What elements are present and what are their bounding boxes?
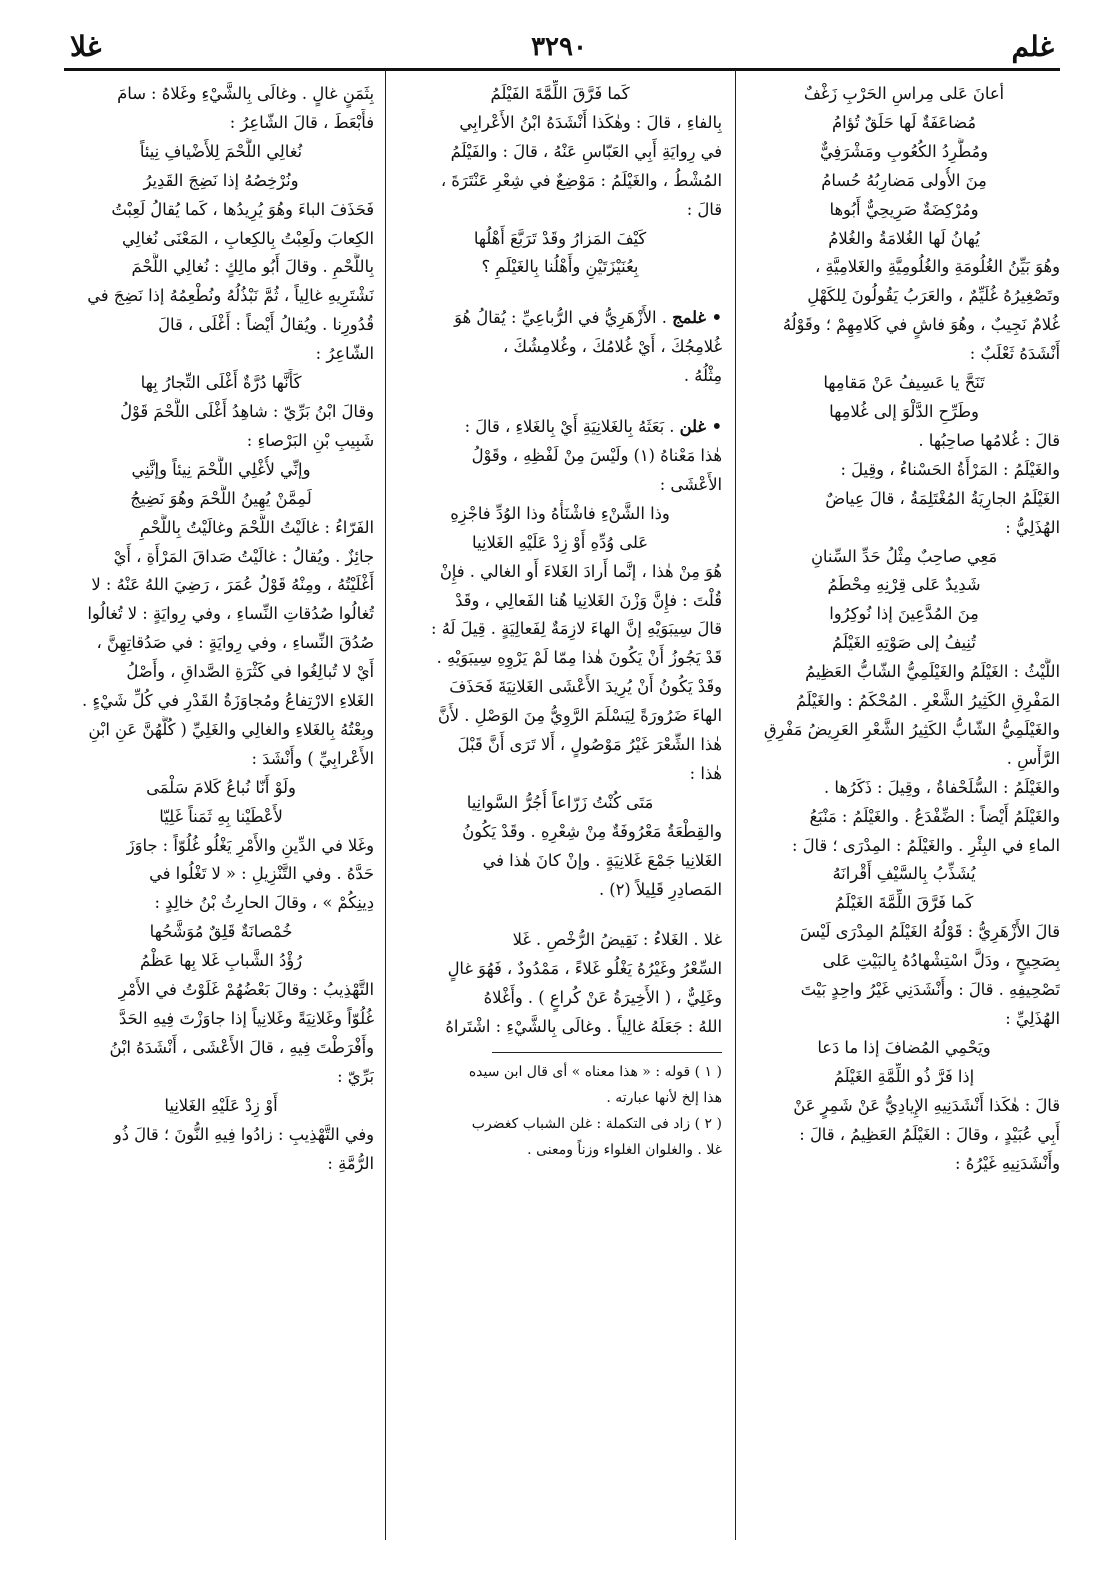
- text-line: يُشَذِّبُ بِالسَّيْفِ أَقْرانَهُ: [832, 864, 976, 884]
- text-line: عَلى وُدِّهِ أَوْ زِدْ عَلَيْهِ الغَلانِيا: [472, 532, 648, 552]
- text-line: والقِطْعَةُ مَعْرُوفَةٌ مِنْ شِعْرِهِ . وقَدْ يَكُونُ: [462, 821, 722, 841]
- text-line: هٰذا الشِّعْرَ غَيْرُ مَوْصُولٍ ، أَلا تَرَى أَنَّ قَبْلَ: [457, 735, 722, 755]
- text-line: اللَّيْثُ : الغَيْلَمُ والغَيْلَمِيُّ الشّابُّ العَظِيمُ: [805, 662, 1060, 682]
- left-column: [68, 80, 374, 1540]
- text-line: أَبِي عُبَيْدٍ ، وقالَ : الغَيْلَمُ العَظِيمُ ، قالَ :: [799, 1124, 1060, 1144]
- text-line: وهُوَ بَيِّنُ الغُلُومَةِ والغُلُومِيَّةِ والغَلامِيَّةِ ،: [814, 257, 1060, 277]
- text-line: وذا الشَّنْءِ فاشْنَأْهُ وذا الوُدِّ فاجْزِهِ: [450, 503, 670, 523]
- text-line: الهاءَ ضَرُورَةً لِيَسْلَمَ الرَّوِيُّ مِنَ الوَصْلِ . لأَنَّ: [437, 706, 722, 726]
- text-line: مِثْلُهُ .: [683, 366, 722, 386]
- text-line: وقَدْ يَكُونُ أَنْ يُرِيدَ الأَعْشَى الغَلانِيَةَ فَحَذَفَ: [449, 677, 722, 697]
- text-line: بِالفاءِ ، قالَ : وهٰكَذا أَنْشَدَهُ ابْنُ الأَعْرابِي: [459, 112, 722, 132]
- text-line: المُشْطُ ، والغَيْلَمُ : مَوْضِعٌ في شِعْرِ عَنْتَرَةَ ،: [440, 170, 722, 190]
- text-line: ومُرْكِضَةٌ صَرِيحِيٌّ أَبُوها: [829, 199, 979, 219]
- text-line: وفي التَّهْذِيبِ : زادُوا فِيهِ النُّونَ ؛ قالَ ذُو: [113, 1124, 374, 1144]
- text-line: غلا . الغَلاءُ : نَقِيضُ الرُّخْصِ . غَلا: [512, 930, 722, 950]
- text-line: أَوْ زِدْ عَلَيْهِ الغَلانِيا: [164, 1095, 278, 1115]
- text-line: بِصَحِيحٍ ، ودَلَّ اسْتِشْهادُهُ بِالبَيْتِ عَلى: [822, 951, 1060, 971]
- footnote-line: هذا إلخ لأنها عبارته .: [606, 1090, 722, 1107]
- text-line: المَصادِرِ قَلِيلاً (٢) .: [598, 879, 722, 899]
- text-line: وغَلِيٌّ ، ( الأَخِيرَةُ عَنْ كُراعٍ ) . وأَغْلاهُ: [483, 988, 722, 1008]
- footnote-line: ( ٢ ) زاد فى التكملة : غلن الشباب كغضرب: [471, 1116, 722, 1133]
- text-line: حَدَّهُ . وفي التَّنْزِيلِ : « لا تَغْلُوا في: [149, 864, 374, 884]
- text-line: كَيْفَ المَزارُ وقَدْ تَرَبَّعَ أَهْلُها: [473, 228, 647, 248]
- text-line: الأَعْرابِيِّ ) وأَنْشَدَ :: [251, 748, 374, 768]
- text-line: قالَ سِيبَوَيْهِ إنَّ الهاءَ لازِمَةٌ لِفَعالِيَةٍ . قِيلَ لَهُ :: [431, 619, 722, 639]
- text-line: مُضاعَفَةٌ لَها حَلَقٌ تُؤامُ: [831, 112, 976, 132]
- text-line: والغَيْلَمِيُّ الشّابُّ الكَثِيرُ الشَّعْرِ العَرِيضُ مَفْرِقِ: [763, 719, 1060, 739]
- text-line: تَصْحِيفِهِ . قالَ : وأَنْشَدَنِي غَيْرُ واحِدٍ بَيْتَ: [800, 980, 1060, 1000]
- text-line: [398, 904, 722, 926]
- text-line: السِّعْرُ وغَيْرُهُ يَغْلُو غَلاءً ، مَمْدُودٌ ، فَهُوَ غالٍ: [447, 959, 722, 979]
- text-line: خُمْصانَةٌ قَلِقٌ مُوَشَّحُها: [149, 922, 293, 942]
- text-line: مِنَ الأُولى مَضارِبُهُ حُسامُ: [821, 170, 987, 190]
- text-line: كَأَنَّها دُرَّةٌ أَغْلَى التِّجارُ بِها: [140, 373, 302, 393]
- text-line: فأَبْعَطَ ، قالَ الشّاعِرُ :: [229, 112, 374, 132]
- text-line: قَدْ يَجُوزُ أَنْ يَكُونَ هٰذا مِمّا لَمْ يَرْوِهِ سِيبَوَيْهِ .: [436, 648, 722, 668]
- text-line: صُدُقَ النِّساءِ ، وفي رِوايَةٍ : في صَدُقاتِهِنَّ ،: [96, 633, 374, 653]
- text-line: الغَلاءِ الارْتِفاعُ ومُجاوَزَةُ القَدْرِ في كُلِّ شَيْءٍ .: [82, 691, 374, 711]
- text-line: قالَ :: [686, 199, 722, 219]
- header-left-word: غلا: [70, 30, 102, 63]
- text-line: الرَّأْسِ .: [1006, 748, 1060, 768]
- footnote-separator: [492, 1052, 722, 1053]
- text-line: هٰذا :: [689, 763, 722, 783]
- text-line: جائِزٌ . ويُقالُ : غالَيْتُ صَداقَ المَرْأَةِ ، أَيْ: [113, 546, 374, 566]
- text-line: الرُّمَّةِ :: [327, 1153, 374, 1173]
- text-line: الغَيْلَمُ الجارِيَةُ المُغْتَلِمَةُ ، قالَ عِياضٌ: [825, 488, 1060, 508]
- text-line: مَتَى كُنْتُ زَرّاعاً أُجُرُّ السَّوانِيا: [466, 792, 654, 812]
- text-line: تَنَحَّ يا عَسِيفُ عَنْ مَقامِها: [823, 373, 985, 393]
- text-line: تُغالُوا صُدُقاتِ النِّساءِ ، وفي رِوايَةٍ : لا تُغالُوا: [87, 604, 374, 624]
- text-line: غُلامٌ نَجِيبٌ ، وهُوَ فاشٍ في كَلامِهِمْ ؛ وقَوْلُهُ: [782, 315, 1060, 335]
- text-line: والغَيْلَمُ أَيْضاً : الضِّفْدَعُ . والغَيْلَمُ : مَنْبَعُ: [809, 806, 1060, 826]
- text-line: ويَحْمِي المُضافَ إذا ما دَعا: [817, 1037, 991, 1057]
- header-right-word: غلم: [1011, 30, 1054, 63]
- text-line: في رِوايَةِ أَبِي العَبّاسِ عَنْهُ ، قالَ : والفَيْلَمُ: [450, 141, 722, 161]
- text-line: مِنَ المُدَّعِينَ إذا نُوكِرُوا: [829, 604, 979, 624]
- text-line: المَفْرِقِ الكَثِيرُ الشَّعْرِ . المُحْكَمُ : والغَيْلَمُ: [795, 691, 1060, 711]
- column-divider-left: [385, 70, 386, 1540]
- text-line: وأَنْشَدَنِيهِ غَيْرُهُ :: [955, 1153, 1060, 1173]
- text-line: كَما فَرَّقَ اللِّمَّةَ الفَيْلَمُ: [490, 84, 630, 103]
- text-line: الغَلانِيا جَمْعَ غَلانِيَةٍ . وإنْ كانَ هٰذا في: [482, 850, 722, 870]
- text-line: تُنِيفُ إلى صَوْتِهِ الغَيْلَمُ: [832, 633, 976, 653]
- text-line: ونُرْخِصُهُ إذا نَضِجَ القَدِيرُ: [143, 170, 299, 190]
- text-line: هٰذا مَعْناهُ (١) ولَيْسَ مِنْ لَفْظِهِ ، وقَوْلُ: [471, 445, 722, 465]
- page-number: ٣٢٩٠: [531, 32, 587, 62]
- text-line: • غلمج . الأَزْهَرِيُّ في الرُّباعِيِّ : يُقالُ هُوَ: [454, 308, 722, 328]
- text-line: نَشْتَرِيهِ غالِياً ، ثُمَّ نَبْذُلُهُ ونُطْعِمُهُ إذا نَضِجَ في: [87, 286, 374, 306]
- text-line: التَّهْذِيبُ : وقالَ بَعْضُهُمْ غَلَوْتُ في الأَمْرِ: [118, 980, 374, 1000]
- text-line: رُؤْدُ الشَّبابِ غَلا بِها عَظْمُ: [139, 951, 303, 971]
- text-line: بَرِّيّ :: [337, 1066, 374, 1086]
- entry-headword: • غلمج: [672, 308, 722, 328]
- text-line: الماءِ في البِئْرِ . والغَيْلَمُ : المِدْرَى ؛ قالَ :: [791, 835, 1060, 855]
- text-line: هُوَ مِنْ هٰذا ، إنَّما أَرادَ الغَلاءَ أَو الغالي . فإِنْ: [439, 561, 722, 581]
- right-column: [748, 80, 1060, 1540]
- text-line: [398, 391, 722, 413]
- text-line: أَغْلَيْتُهُ ، ومِنْهُ قَوْلُ عُمَرَ ، رَضِيَ اللهُ عَنْهُ : لا: [91, 575, 374, 595]
- text-line: قُلْتَ : فإِنَّ وَزْنَ الغَلانِيا هُنا الفَعالِي ، وقَدْ: [455, 590, 722, 610]
- footnote-line: ( ١ ) قوله : « هذا معناه » أى قال ابن سيده: [468, 1064, 722, 1081]
- text-line: بِعُنَيْزَتَيْنِ وأَهْلُنا بِالغَيْلَمِ ؟: [481, 257, 639, 277]
- text-line: كَما فَرَّقَ اللِّمَّةَ الغَيْلَمُ: [834, 893, 974, 913]
- text-line: • غلن . بَعَثَهُ بِالغَلانِيَةِ أَيْ بِالغَلاءِ ، قالَ :: [464, 417, 722, 437]
- header-rule: [64, 68, 1060, 71]
- text-line: دِينِكُمْ » ، وقالَ الحارِثُ بْنُ خالِدٍ :: [154, 893, 374, 913]
- entry-headword: • غلن: [679, 417, 722, 437]
- text-line: قالَ : غُلامُها صاحِبُها .: [918, 430, 1060, 450]
- text-line: الشّاعِرُ :: [315, 344, 374, 364]
- text-line: اللهُ : جَعَلَهُ غالِياً . وغالَى بِالشَّيْءِ : اشْتَراهُ: [445, 1017, 722, 1037]
- column-divider-right: [735, 70, 736, 1540]
- text-line: فَحَذَفَ الباءَ وهُوَ يُرِيدُها ، كَما يُقالُ لَعِبْتُ: [111, 199, 374, 219]
- text-line: وطَرِّحِ الدَّلْوَ إلى غُلامِها: [829, 401, 979, 421]
- text-line: يُهانُ لَها الغُلامَةُ والغُلامُ: [828, 228, 980, 248]
- text-line: وبِعْتُهُ بِالغَلاءِ والغالِي والغَلِيِّ ( كُلُّهُنَّ عَنِ ابْنِ: [88, 719, 374, 739]
- text-line: وقالَ ابْنُ بَرِّيّ : شاهِدُ أَغْلَى اللَّحْمَ قَوْلُ: [120, 401, 374, 421]
- middle-column: [398, 80, 722, 1540]
- text-line: أعانَ عَلى مِراسِ الحَرْبِ زَغْفٌ: [803, 84, 1005, 103]
- text-line: أَيْ لا تُبالِغُوا في كَثْرَةِ الصَّداقِ ، وأَصْلُ: [126, 662, 374, 682]
- text-line: وغَلا في الدِّينِ والأَمْرِ يَغْلُو غُلُوّاً : جاوَزَ: [126, 835, 374, 855]
- text-line: قُدُورِنا . ويُقالُ أَيْضاً : أَغْلَى ، قالَ: [158, 315, 374, 335]
- text-line: قالَ : هٰكَذا أَنْشَدَنِيهِ الإِيادِيُّ عَنْ شَمِرٍ عَنْ: [793, 1095, 1060, 1115]
- text-line: قالَ الأَزْهَرِيُّ : قَوْلُهُ الغَيْلَمُ المِدْرَى لَيْسَ: [799, 922, 1060, 942]
- text-line: غُلُوّاً وغَلانِيَةً وغَلانِياً إذا جاوَزْتَ فِيهِ الحَدَّ: [119, 1009, 374, 1028]
- text-line: [398, 282, 722, 304]
- text-line: الكِعابَ ولَعِبْتُ بِالكِعابِ ، المَعْنَى نُغالِي: [121, 228, 374, 248]
- text-line: أَنْشَدَهُ ثَعْلَبٌ :: [969, 344, 1060, 364]
- footnote-line: غلا . والغلوان الغلواء وزناً ومعنى .: [527, 1142, 722, 1159]
- text-line: الأَعْشَى :: [659, 474, 722, 494]
- text-line: شَدِيدٌ عَلى قِرْنِهِ مِحْطَمُ: [827, 575, 981, 595]
- text-line: بِثَمَنٍ غالٍ . وغالَى بِالشَّيْءِ وغَلاهُ : سامَ: [117, 84, 374, 103]
- text-line: الفَرّاءُ : غالَيْتُ اللَّحْمَ وغالَيْتُ بِاللَّحْمِ: [139, 517, 374, 537]
- text-line: والغَيْلَمُ : السُّلَحْفاةُ ، وقِيلَ : ذَكَرُها .: [823, 777, 1060, 797]
- text-line: وإنِّي لأُغْلِي اللَّحْمَ نِيئاً وإنَّنِي: [131, 459, 311, 479]
- text-line: غُلامِجُكَ ، أَيْ غُلامُكَ ، وغُلامِشُكَ ،: [503, 337, 722, 357]
- text-line: وتَصْغِيرُهُ غُلَيِّمٌ ، والعَرَبُ يَقُولُونَ لِلكَهْلِ: [807, 286, 1060, 306]
- text-line: الهُذَلِيِّ :: [1005, 1009, 1060, 1028]
- text-line: مَعِي صاحِبٌ مِثْلُ حَدِّ السِّنانِ: [810, 546, 998, 566]
- text-line: لأَعْطَيْنا بِهِ ثَمَناً غَلِيّا: [159, 806, 283, 826]
- text-line: الهُذَلِيُّ :: [1005, 517, 1060, 537]
- text-line: شَبِيبِ بْنِ البَرْصاءِ :: [246, 430, 374, 450]
- text-line: ومُطَّرِدُ الكُعُوبِ ومَشْرَفِيٌّ: [819, 141, 989, 161]
- text-line: والغَيْلَمُ : المَرْأَةُ الحَسْناءُ ، وقِيلَ :: [840, 459, 1060, 479]
- text-line: ولَوْ أَنّا نُباعُ كَلامَ سَلْمَى: [146, 777, 296, 797]
- text-line: لَمِمَّنْ يُهِينُ اللَّحْمَ وهُوَ نَضِيجُ: [130, 488, 312, 508]
- text-line: إذا فَرَّ ذُو اللِّمَّةِ الغَيْلَمُ: [833, 1066, 975, 1086]
- text-line: نُغالِي اللَّحْمَ لِلأَضْيافِ نِيئاً: [139, 141, 303, 161]
- text-line: بِاللَّحْمِ . وقالَ أَبُو مالِكٍ : نُغالِي اللَّحْمَ: [131, 257, 374, 277]
- text-line: وأَفْرَطْتَ فِيهِ ، قالَ الأَعْشَى ، أَنْشَدَهُ ابْنُ: [109, 1037, 374, 1057]
